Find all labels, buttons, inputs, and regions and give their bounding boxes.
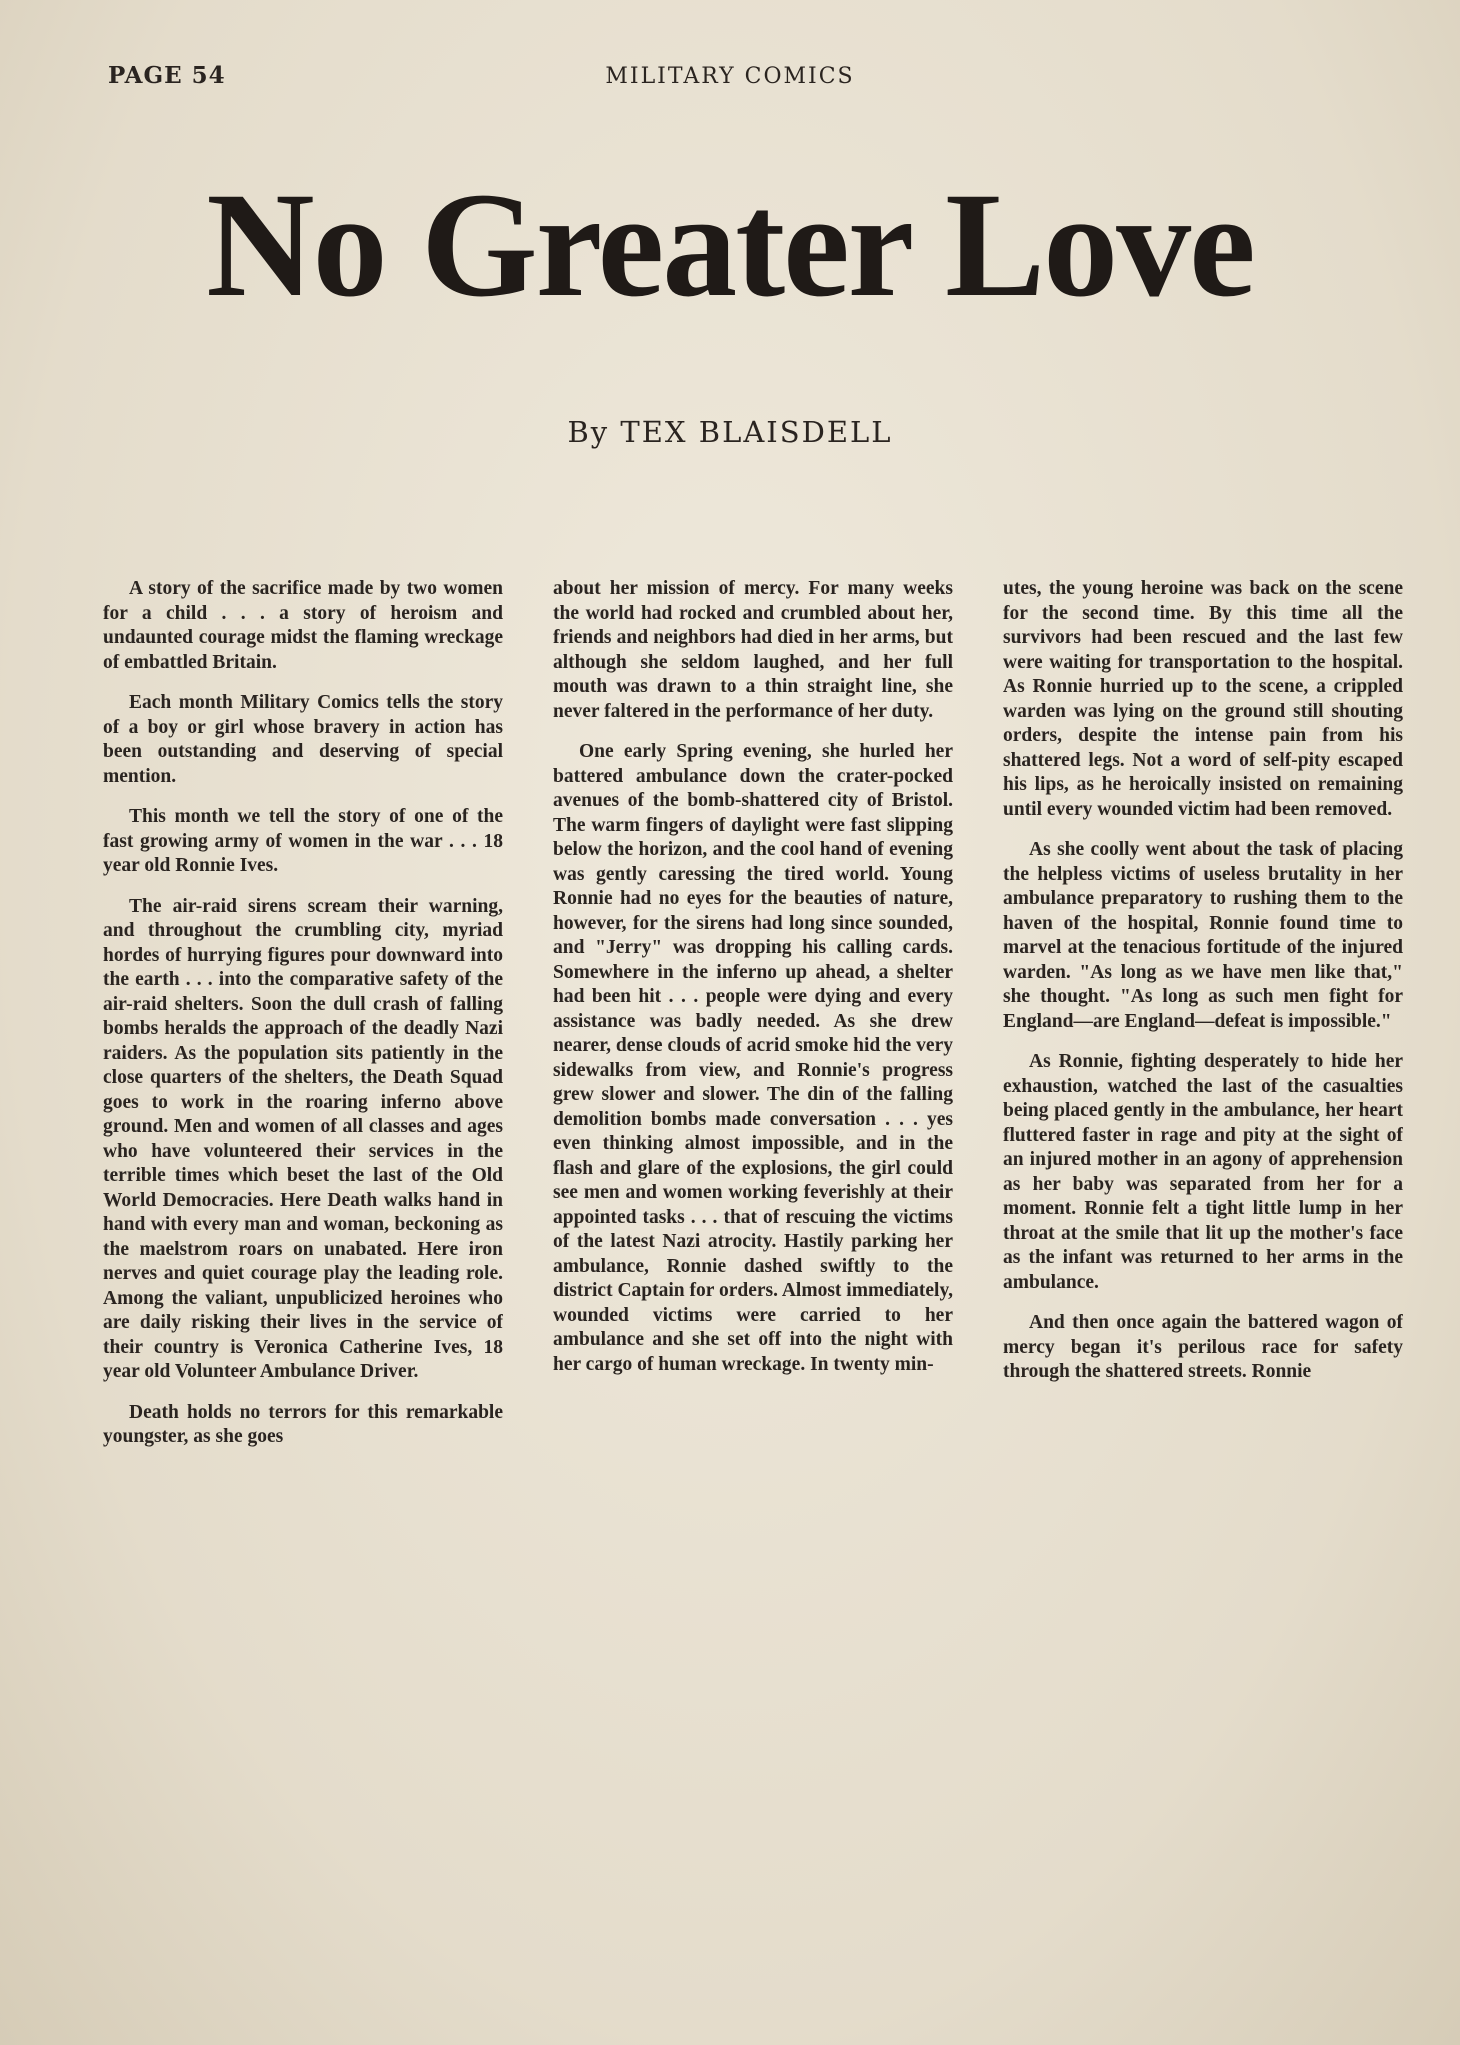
paragraph: This month we tell the story of one of the fast growing army of women in the war . . . 18 year old Ronnie Ives. bbox=[103, 806, 503, 876]
page-number: PAGE 54 bbox=[108, 62, 226, 89]
paragraph: Each month Military Comics tells the story of a boy or girl whose bravery in action has been outstanding and deserving of special mention. bbox=[103, 692, 503, 787]
paragraph: As she coolly went about the task of placing the helpless victims of useless brutality in her ambulance preparatory to rushing them to the haven of the hospital, Ronnie found time to marvel at the tenacious fortitude of the injured warden. "As long as we have men like that," she thought. "As long as such men fight for England—are England—defeat is impossible." bbox=[1003, 839, 1403, 1032]
paragraph: about her mission of mercy. For many weeks the world had rocked and crumbled about her, friends and neighbors had died in her arms, but although she seldom laughed, and her full mouth was drawn to a thin straight line, she never faltered in the performance of her duty. bbox=[553, 578, 953, 722]
paragraph: As Ronnie, fighting desperately to hide her exhaustion, watched the last of the casualties being placed gently in the ambulance, her heart fluttered faster in rage and pity at the sight of an injured mother in an agony of apprehension as her baby was separated from her for a moment. Ronnie felt a tight little lump in her throat at the smile that lit up the mother's face as the infant was returned to her arms in the ambulance. bbox=[1003, 1051, 1403, 1293]
text-column-1 bbox=[103, 577, 503, 1927]
paragraph: The air-raid sirens scream their warning, and throughout the crumbling city, myriad hordes of hurrying figures pour downward into the earth . . . into the comparative safety of the air-raid shelters. Soon the dull crash of falling bombs heralds the approach of the deadly Nazi raiders. As the population sits patiently in the close quarters of the shelters, the Death Squad goes to work in the roaring inferno above ground. Men and women of all classes and ages who have volunteered their services in the terrible times which beset the last of the Old World Democracies. Here Death walks hand in hand with every man and woman, beckoning as the maelstrom roars on unabated. Here iron nerves and quiet courage play the leading role. Among the valiant, unpublicized heroines who are daily risking their lives in the service of their country is Veronica Catherine Ives, 18 year old Volunteer Ambulance Driver. bbox=[103, 895, 503, 1382]
article-byline: By TEX BLAISDELL bbox=[567, 415, 893, 449]
paragraph: A story of the sacrifice made by two women for a child . . . a story of heroism and undaunted courage midst the flaming wreckage of embattled Britain. bbox=[103, 578, 503, 673]
running-header bbox=[108, 62, 1352, 102]
article-body bbox=[103, 577, 1403, 1927]
text-column-3 bbox=[1003, 577, 1403, 1927]
text-column-2 bbox=[553, 577, 953, 1927]
paragraph: And then once again the battered wagon of mercy began it's perilous race for safety through the shattered streets. Ronnie bbox=[1003, 1312, 1403, 1382]
magazine-title: MILITARY COMICS bbox=[605, 64, 855, 89]
paragraph: Death holds no terrors for this remarkable youngster, as she goes bbox=[103, 1401, 503, 1447]
article-title: No Greater Love bbox=[206, 162, 1254, 328]
paragraph: utes, the young heroine was back on the scene for the second time. By this time all the survivors had been rescued and the last few were waiting for transportation to the hospital. As Ronnie hurried up to the scene, a crippled warden was lying on the ground still shouting orders, despite the intense pain from his shattered legs. Not a word of self-pity escaped his lips, as he heroically insisted on remaining until every wounded victim had been removed. bbox=[1003, 578, 1403, 820]
paragraph: One early Spring evening, she hurled her battered ambulance down the crater-pocked avenues of the bomb-shattered city of Bristol. The warm fingers of daylight were fast slipping below the horizon, and the cool hand of evening was gently caressing the tired world. Young Ronnie had no eyes for the beauties of nature, however, for the sirens had long since sounded, and "Jerry" was dropping his calling cards. Somewhere in the inferno up ahead, a shelter had been hit . . . people were dying and every assistance was badly needed. As she drew nearer, dense clouds of acrid smoke hid the very sidewalks from view, and Ronnie's progress grew slower and slower. The din of the falling demolition bombs made conversation . . . yes even thinking almost impossible, and in the flash and glare of the explosions, the girl could see men and women working feverishly at their appointed tasks . . . that of rescuing the victims of the latest Nazi atrocity. Hastily parking her ambulance, Ronnie dashed swiftly to the district Captain for orders. Almost immediately, wounded victims were carried to her ambulance and she set off into the night with her cargo of human wreckage. In twenty min- bbox=[553, 741, 953, 1375]
